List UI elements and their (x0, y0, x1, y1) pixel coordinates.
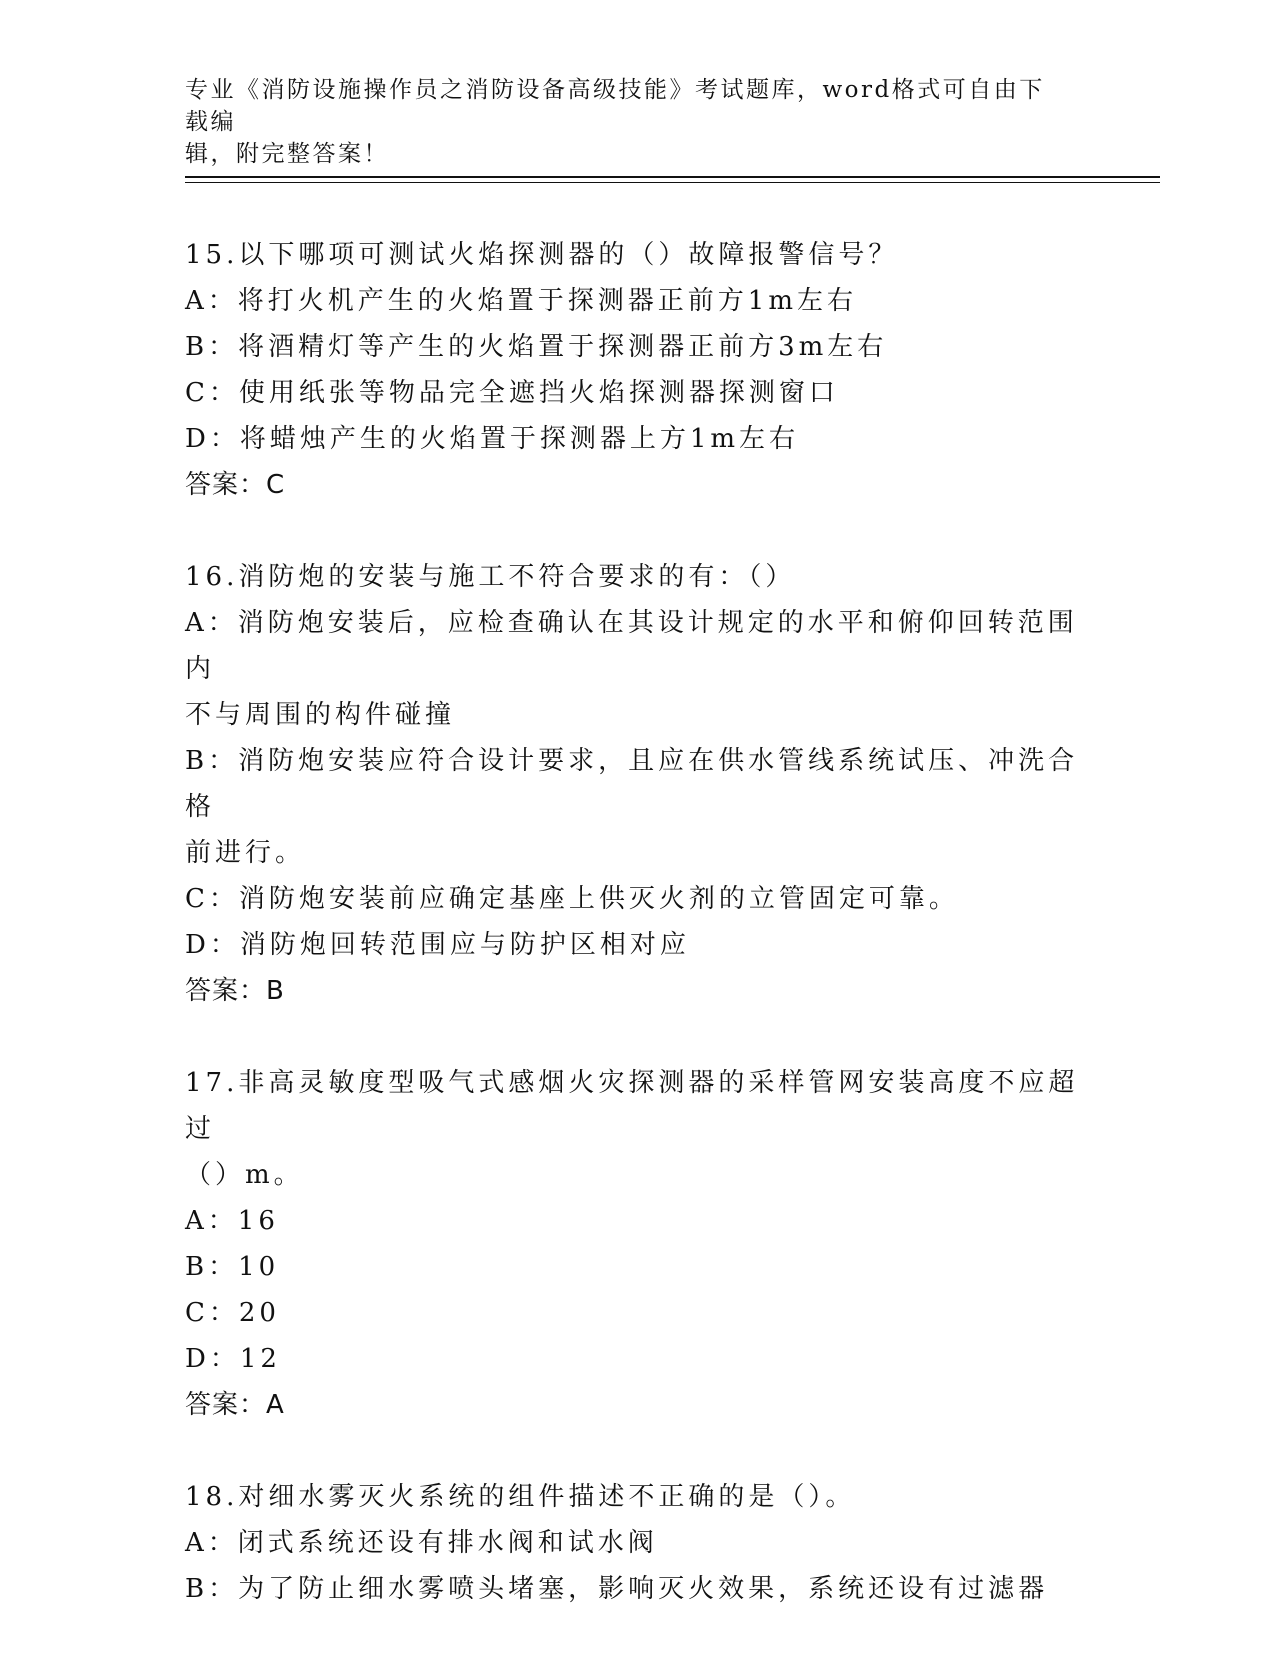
option-line: B：将酒精灯等产生的火焰置于探测器正前方3m左右 (185, 332, 888, 362)
question-stem: 18.对细水雾灭火系统的组件描述不正确的是（）。 (185, 1482, 856, 1512)
option-line: B：为了防止细水雾喷头堵塞，影响灭火效果，系统还设有过滤器 (185, 1574, 1049, 1604)
answer-line: 答案：A (185, 1390, 285, 1420)
question-block (185, 554, 1085, 1014)
option-line: C：消防炮安装前应确定基座上供灭火剂的立管固定可靠。 (185, 884, 959, 914)
question-stem: （）m。 (185, 1160, 304, 1190)
header-divider-top (185, 176, 1160, 178)
question-block (185, 1060, 1085, 1428)
question-block (185, 232, 1085, 508)
option-line: 不与周围的构件碰撞 (185, 700, 456, 730)
question-stem: 16.消防炮的安装与施工不符合要求的有：（） (185, 562, 796, 592)
header-line-2: 辑，附完整答案！ (185, 141, 389, 167)
option-line: D：12 (185, 1344, 281, 1374)
option-line: A：16 (185, 1206, 279, 1236)
answer-line: 答案：C (185, 470, 286, 500)
header-line-1: 专业《消防设施操作员之消防设备高级技能》考试题库，word格式可自由下载编 (185, 77, 1045, 135)
question-block (185, 1474, 1085, 1612)
question-stem: 17.非高灵敏度型吸气式感烟火灾探测器的采样管网安装高度不应超过 (185, 1068, 1079, 1144)
option-line: D：消防炮回转范围应与防护区相对应 (185, 930, 690, 960)
option-line: B：消防炮安装应符合设计要求，且应在供水管线系统试压、冲洗合格 (185, 746, 1079, 822)
option-line: A：消防炮安装后，应检查确认在其设计规定的水平和俯仰回转范围内 (185, 608, 1078, 684)
header-divider-bottom (185, 182, 1160, 183)
option-line: C：使用纸张等物品完全遮挡火焰探测器探测窗口 (185, 378, 839, 408)
option-line: A：闭式系统还设有排水阀和试水阀 (185, 1528, 658, 1558)
question-list (185, 232, 1085, 1658)
option-line: 前进行。 (185, 838, 306, 868)
option-line: A：将打火机产生的火焰置于探测器正前方1m左右 (185, 286, 857, 316)
option-line: D：将蜡烛产生的火焰置于探测器上方1m左右 (185, 424, 800, 454)
answer-line: 答案：B (185, 976, 285, 1006)
document-header (185, 74, 1070, 170)
option-line: B：10 (185, 1252, 280, 1282)
question-stem: 15.以下哪项可测试火焰探测器的（）故障报警信号？ (185, 240, 899, 270)
option-line: C：20 (185, 1298, 280, 1328)
